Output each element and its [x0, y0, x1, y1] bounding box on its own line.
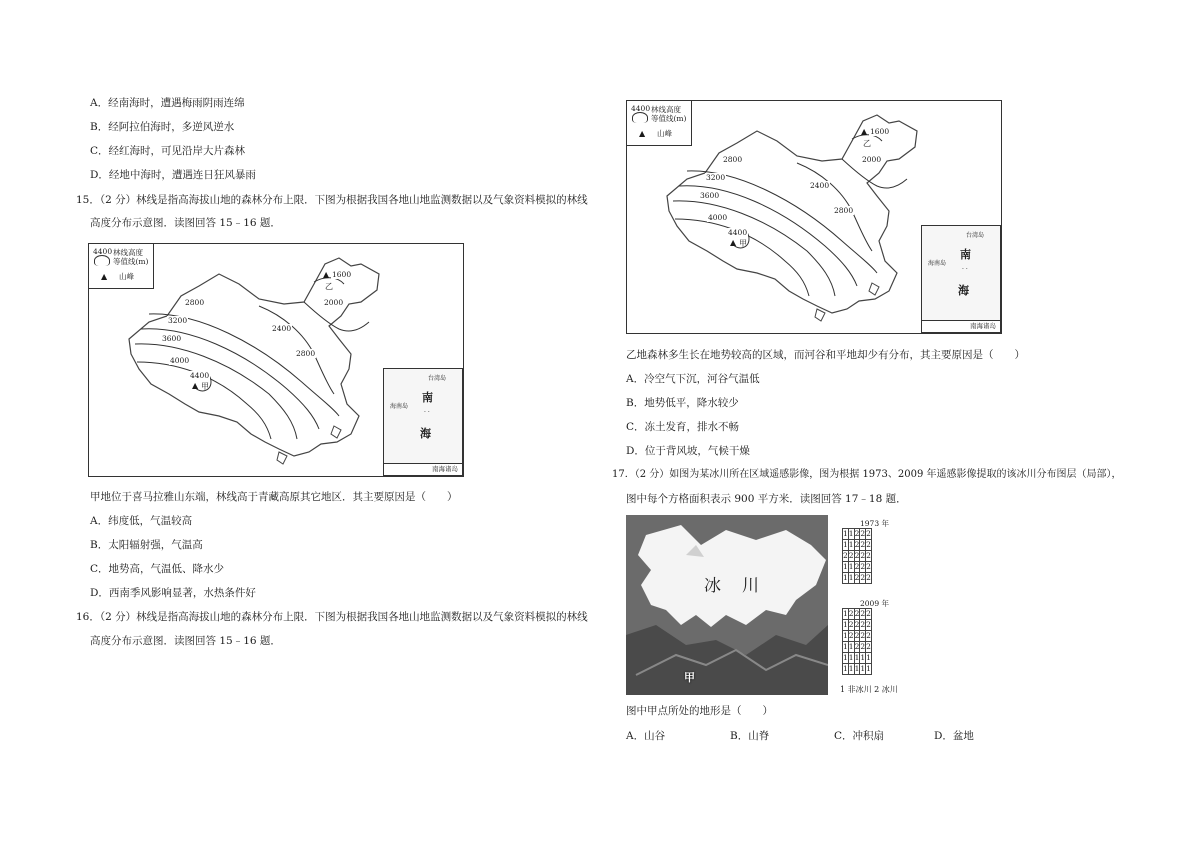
grid-cell: 2 — [860, 540, 866, 549]
grid-cell: 1 — [848, 540, 854, 549]
inset-char2: 海 — [420, 427, 431, 440]
q16-option-c: C．冻土发育，排水不畅 — [626, 421, 740, 433]
q16-option-b: B．地势低平，降水较少 — [626, 397, 739, 409]
legend-peak: 山峰 — [657, 129, 672, 138]
grid-cell: 1 — [843, 540, 848, 549]
grid-cell: 1 — [843, 664, 848, 673]
grid-cell: 1 — [866, 664, 871, 673]
grid-cell: 2 — [866, 551, 871, 560]
q17-stem-line2: 图中每个方格面积表示 900 平方米．读图回答 17﹣18 题． — [626, 493, 907, 505]
isoline-label: 2800 — [723, 155, 743, 164]
grid-cell: 2 — [854, 529, 860, 538]
south-china-sea-inset — [383, 368, 463, 476]
inset-char-mid: · · — [424, 409, 430, 416]
isoline-label: 4000 — [170, 356, 190, 365]
grid-cell: 1 — [860, 664, 866, 673]
grid-cell: 1 — [848, 653, 854, 662]
peak-jia-icon: ▲ — [730, 238, 737, 247]
grid-cell: 2 — [866, 631, 871, 640]
legend-line1: 林线高度 — [113, 248, 143, 257]
map-legend — [89, 244, 154, 289]
grid-cell: 1 — [848, 562, 854, 571]
q15-option-c: C．地势高，气温低、降水少 — [90, 563, 225, 575]
grid-cell: 2 — [866, 573, 871, 582]
inset-footer: 南海诸岛 — [384, 463, 462, 475]
isoline-label: 2000 — [324, 298, 344, 307]
grid-cell: 1 — [843, 620, 848, 629]
south-china-sea-inset — [921, 225, 1001, 333]
grid-2009-table — [842, 608, 872, 675]
grid-cell: 2 — [860, 642, 866, 651]
peak-yi-name: 乙 — [325, 282, 333, 291]
isoline-label: 2000 — [862, 155, 882, 164]
grid-cell: 2 — [848, 631, 854, 640]
legend-value: 4400 — [631, 104, 651, 113]
q14-option-c: C．经红海时，可见沿岸大片森林 — [90, 145, 246, 157]
peak-icon: ▲ — [639, 129, 646, 138]
grid-cell: 2 — [866, 562, 871, 571]
isoline-label: 3200 — [706, 173, 726, 182]
isoline-icon — [94, 255, 110, 266]
grid-1973-table — [842, 528, 872, 584]
peak-jia-icon: ▲ — [192, 381, 199, 390]
q17-option-c: C．冲积扇 — [834, 730, 885, 742]
grid-cell: 1 — [843, 529, 848, 538]
grid-cell: 2 — [854, 551, 860, 560]
grid-cell: 2 — [848, 620, 854, 629]
treeline-map-right — [626, 100, 1002, 334]
inset-char1: 南 — [422, 391, 433, 404]
peak-jia-value: 4400 — [190, 371, 210, 380]
isoline-icon — [632, 112, 648, 123]
q15-question: 甲地位于喜马拉雅山东端，林线高于青藏高原其它地区．其主要原因是（ ） — [90, 491, 458, 503]
legend-line2: 等值线(m) — [651, 114, 687, 123]
grid-cell: 1 — [843, 642, 848, 651]
grid-cell: 2 — [860, 631, 866, 640]
grid-legend: 1 非冰川 2 冰川 — [840, 685, 898, 694]
peak-jia-value: 4400 — [728, 228, 748, 237]
grid-1973-title: 1973 年 — [860, 519, 889, 528]
peak-yi-icon: ▲ — [323, 270, 330, 279]
grid-cell: 2 — [866, 609, 871, 618]
grid-cell: 2 — [860, 573, 866, 582]
inset-char2: 海 — [958, 284, 969, 297]
q14-option-b: B．经阿拉伯海时，多逆风逆水 — [90, 121, 235, 133]
grid-cell: 1 — [854, 653, 860, 662]
peak-icon: ▲ — [101, 272, 108, 281]
grid-cell: 1 — [843, 653, 848, 662]
grid-cell: 2 — [860, 620, 866, 629]
inset-hainan: 海南岛 — [928, 260, 947, 267]
grid-cell: 2 — [848, 551, 854, 560]
grid-cell: 2 — [854, 573, 860, 582]
isoline-label: 1600 — [870, 127, 890, 136]
q15-option-a: A．纬度低，气温较高 — [90, 515, 193, 527]
isoline-label: 3600 — [700, 191, 720, 200]
legend-line1: 林线高度 — [651, 105, 681, 114]
inset-hainan: 海南岛 — [390, 403, 409, 410]
glacier-remote-sensing-image — [626, 515, 828, 695]
legend-line2: 等值线(m) — [113, 257, 149, 266]
grid-cell: 2 — [854, 642, 860, 651]
grid-cell: 1 — [843, 573, 848, 582]
q16-option-a: A．冷空气下沉，河谷气温低 — [626, 373, 760, 385]
inset-taiwan: 台湾岛 — [966, 232, 985, 239]
grid-cell: 2 — [866, 642, 871, 651]
grid-cell: 2 — [854, 562, 860, 571]
peak-yi-icon: ▲ — [861, 127, 868, 136]
grid-cell: 1 — [860, 653, 866, 662]
point-jia-label: 甲 — [684, 671, 695, 684]
grid-cell: 1 — [848, 664, 854, 673]
inset-footer: 南海诸岛 — [922, 320, 1000, 332]
isoline-label: 2800 — [296, 349, 316, 358]
q15-stem-line2: 高度分布示意图．读图回答 15﹣16 题． — [90, 217, 281, 229]
q16-question: 乙地森林多生长在地势较高的区域，而河谷和平地却少有分布，其主要原因是（ ） — [626, 349, 1025, 361]
q14-option-d: D．经地中海时，遭遇连日狂风暴雨 — [90, 169, 256, 181]
peak-jia-name: 甲 — [201, 382, 209, 391]
legend-value: 4400 — [93, 247, 113, 256]
grid-cell: 2 — [854, 620, 860, 629]
q15-option-b: B．太阳辐射强，气温高 — [90, 539, 203, 551]
grid-cell: 1 — [843, 631, 848, 640]
isoline-label: 2800 — [834, 206, 854, 215]
isoline-label: 3600 — [162, 334, 182, 343]
inset-char-mid: · · — [962, 266, 968, 273]
grid-cell: 1 — [843, 562, 848, 571]
q17-option-d: D．盆地 — [934, 730, 974, 742]
isoline-label: 2400 — [810, 181, 830, 190]
grid-cell: 2 — [854, 631, 860, 640]
grid-cell: 2 — [860, 562, 866, 571]
q15-option-d: D．西南季风影响显著，水热条件好 — [90, 587, 256, 599]
q17-options — [0, 728, 1200, 744]
q14-option-a: A．经南海时，遭遇梅雨阴雨连绵 — [90, 97, 245, 109]
grid-cell: 2 — [866, 620, 871, 629]
grid-cell: 1 — [843, 609, 848, 618]
grid-cell: 2 — [854, 609, 860, 618]
q17-stem-line1: 17．（2 分）如图为某冰川所在区域遥感影像，图为根据 1973、2009 年遥感影像提取的该冰川分布图层（局部）， — [612, 469, 1122, 480]
grid-cell: 2 — [860, 529, 866, 538]
isoline-label: 2800 — [185, 298, 205, 307]
isoline-label: 4000 — [708, 213, 728, 222]
inset-taiwan: 台湾岛 — [428, 375, 447, 382]
q15-stem-line1: 15．（2 分）林线是指高海拔山地的森林分布上限．下图为根据我国各地山地监测数据以及气象资料模拟的林线 — [76, 194, 588, 206]
glacier-shape — [626, 515, 828, 695]
q16-stem-line2: 高度分布示意图．读图回答 15﹣16 题． — [90, 635, 281, 647]
grid-cell: 2 — [843, 551, 848, 560]
grid-cell: 1 — [848, 573, 854, 582]
isoline-label: 2400 — [272, 324, 292, 333]
grid-cell: 1 — [854, 664, 860, 673]
grid-cell: 1 — [848, 642, 854, 651]
isoline-label: 3200 — [168, 316, 188, 325]
grid-cell: 2 — [860, 551, 866, 560]
grid-cell: 1 — [866, 653, 871, 662]
q17-option-a: A．山谷 — [626, 730, 666, 742]
map-legend — [627, 101, 692, 146]
q16-stem-line1: 16．（2 分）林线是指高海拔山地的森林分布上限．下图为根据我国各地山地监测数据以及气象资料模拟的林线 — [76, 611, 588, 623]
grid-cell: 2 — [854, 540, 860, 549]
grid-cell: 1 — [848, 529, 854, 538]
grid-2009-title: 2009 年 — [860, 599, 889, 608]
grid-cell: 2 — [848, 609, 854, 618]
glacier-label: 冰 川 — [704, 576, 761, 596]
treeline-map-left — [88, 243, 464, 477]
legend-peak: 山峰 — [119, 272, 134, 281]
q16-option-d: D．位于背风坡，气候干燥 — [626, 445, 750, 457]
q17-question: 图中甲点所处的地形是（ ） — [626, 705, 773, 717]
grid-cell: 2 — [860, 609, 866, 618]
peak-jia-name: 甲 — [739, 239, 747, 248]
q17-option-b: B．山脊 — [730, 730, 770, 742]
inset-char1: 南 — [960, 248, 971, 261]
grid-cell: 2 — [866, 529, 871, 538]
peak-yi-name: 乙 — [863, 139, 871, 148]
grid-cell: 2 — [866, 540, 871, 549]
isoline-label: 1600 — [332, 270, 352, 279]
